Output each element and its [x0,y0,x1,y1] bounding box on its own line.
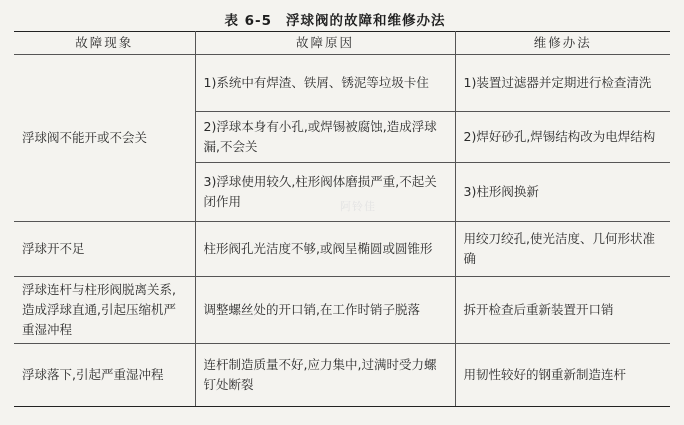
header-fault: 故障现象 [14,32,195,55]
fix-cell: 3)柱形阀换新 [455,163,670,222]
fix-cell: 拆开检查后重新装置开口销 [455,277,670,344]
table-number: 表 6-5 [224,13,273,29]
header-row [14,32,670,55]
header-fix: 维修办法 [455,32,670,55]
cause-cell: 3)浮球使用较久,柱形阀体磨损严重,不起关闭作用 [195,163,455,222]
table-row [14,222,670,277]
table-title-text: 浮球阀的故障和维修办法 [286,13,446,29]
table-row [14,344,670,407]
cause-cell: 连杆制造质量不好,应力集中,过满时受力螺钉处断裂 [195,344,455,407]
cause-cell: 1)系统中有焊渣、铁屑、锈泥等垃圾卡住 [195,55,455,112]
cause-cell: 柱形阀孔光洁度不够,或阀呈椭圆或圆锥形 [195,222,455,277]
fault-repair-table [14,31,670,407]
fix-cell: 2)焊好砂孔,焊锡结构改为电焊结构 [455,112,670,163]
table-row [14,55,670,112]
fix-cell: 用绞刀绞孔,使光洁度、几何形状准确 [455,222,670,277]
header-cause: 故障原因 [195,32,455,55]
watermark: 阿铃佳 [340,200,376,213]
fix-cell: 用韧性较好的钢重新制造连杆 [455,344,670,407]
fix-cell: 1)装置过滤器并定期进行检查清洗 [455,55,670,112]
cause-cell: 调整螺丝处的开口销,在工作时销子脱落 [195,277,455,344]
table-row [14,277,670,344]
fault-cell: 浮球阀不能开或不会关 [14,55,195,222]
fault-cell: 浮球开不足 [14,222,195,277]
fault-cell: 浮球连杆与柱形阀脱离关系,造成浮球直通,引起压缩机严重湿冲程 [14,277,195,344]
table-title [0,9,684,29]
fault-cell: 浮球落下,引起严重湿冲程 [14,344,195,407]
cause-cell: 2)浮球本身有小孔,或焊锡被腐蚀,造成浮球漏,不会关 [195,112,455,163]
